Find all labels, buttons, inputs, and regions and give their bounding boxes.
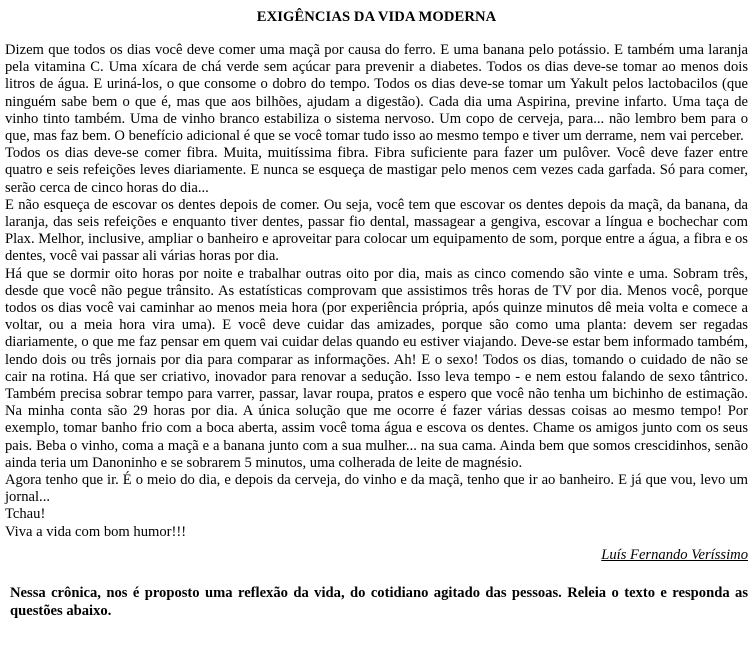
chronicle-text — [5, 42, 748, 541]
paragraph-1: Dizem que todos os dias você deve comer uma maçã por causa do ferro. E uma banana pelo potássio. E também uma laranja pela vitamina C. Uma xícara de chá verde sem açúcar para prevenir a diabetes. Todos os dias deve-se tomar ao menos dois litros de água. E uriná-los, o que consome o dobro do tempo. Todos os dias deve-se tomar um Yakult pelos lactobacilos (que ninguém sabe bem o que é, mas que aos bilhões, ajudam a digestão). Cada dia uma Aspirina, previne infarto. Uma taça de vinho tinto também. Uma de vinho branco estabiliza o sistema nervoso. Um copo de cerveja, para... não lembro bem para o que, mas faz bem. O benefício adicional é que se você tomar tudo isso ao mesmo tempo e tiver um derrame, nem vai perceber. — [5, 42, 748, 145]
paragraph-2: Todos os dias deve-se comer fibra. Muita, muitíssima fibra. Fibra suficiente para fazer um pulôver. Você deve fazer entre quatro e seis refeições leves diariamente. E nunca se esqueça de mastigar pelo menos cem vezes cada garfada. Só para comer, serão cerca de cinco horas do dia... — [5, 145, 748, 196]
paragraph-6: Tchau! — [5, 506, 46, 523]
author-signature — [5, 547, 748, 564]
document-page — [5, 0, 748, 620]
instructions-text: Nessa crônica, nos é proposto uma reflexão da vida, do cotidiano agitado das pessoas. Releia o texto e responda as questões abaixo. — [10, 584, 748, 619]
paragraph-3: E não esqueça de escovar os dentes depois de comer. Ou seja, você tem que escovar os dentes depois da maçã, da banana, da laranja, das seis refeições e enquanto tiver dentes, passar fio dental, massagear a gengiva, escovar a língua e bochechar com Plax. Melhor, inclusive, ampliar o banheiro e aproveitar para colocar um equipamento de som, porque entre a água, a fibra e os dentes, você vai passar ali várias horas por dia. — [5, 196, 748, 265]
paragraph-7: Viva a vida com bom humor!!! — [5, 523, 187, 540]
paragraph-4: Há que se dormir oito horas por noite e trabalhar outras oito por dia, mais as cinco comendo são vinte e uma. Sobram três, desde que você não pegue trânsito. As estatísticas comprovam que assistimos três horas de TV por dia. Menos você, porque todos os dias você vai caminhar ao menos meia hora (por experiência própria, após quinze minutos dê meia volta e comece a voltar, ou a meia hora vira uma). E você deve cuidar das amizades, porque são como uma planta: devem ser regadas diariamente, o que me faz pensar em quem vai cuidar delas quando eu estiver viajando. Deve-se estar bem informado também, lendo dois ou três jornais por dia para comparar as informações. Ah! E o sexo! Todos os dias, tomando o cuidado de não se cair na rotina. Há que ser criativo, inovador para renovar a sedução. Isso leva tempo - e nem estou falando de sexo tântrico. Também precisa sobrar tempo para varrer, passar, lavar roupa, pratos e espero que você não tenha um bichinho de estimação. Na minha conta são 29 horas por dia. A única solução que me ocorre é fazer várias dessas coisas ao mesmo tempo! Por exemplo, tomar banho frio com a boca aberta, assim você toma água e escova os dentes. Chame os amigos junto com os seus pais. Beba o vinho, coma a maçã e a banana junto com a sua mulher... na sua cama. Ainda bem que somos crescidinhos, senão ainda teria um Danoninho e se sobrarem 5 minutos, uma colherada de leite de magnésio. — [5, 265, 748, 471]
document-title: EXIGÊNCIAS DA VIDA MODERNA — [256, 9, 497, 25]
author-name: Luís Fernando Veríssimo — [601, 546, 748, 563]
paragraph-5: Agora tenho que ir. É o meio do dia, e depois da cerveja, do vinho e da maçã, tenho que ir ao banheiro. E já que vou, levo um jornal... — [5, 472, 748, 506]
